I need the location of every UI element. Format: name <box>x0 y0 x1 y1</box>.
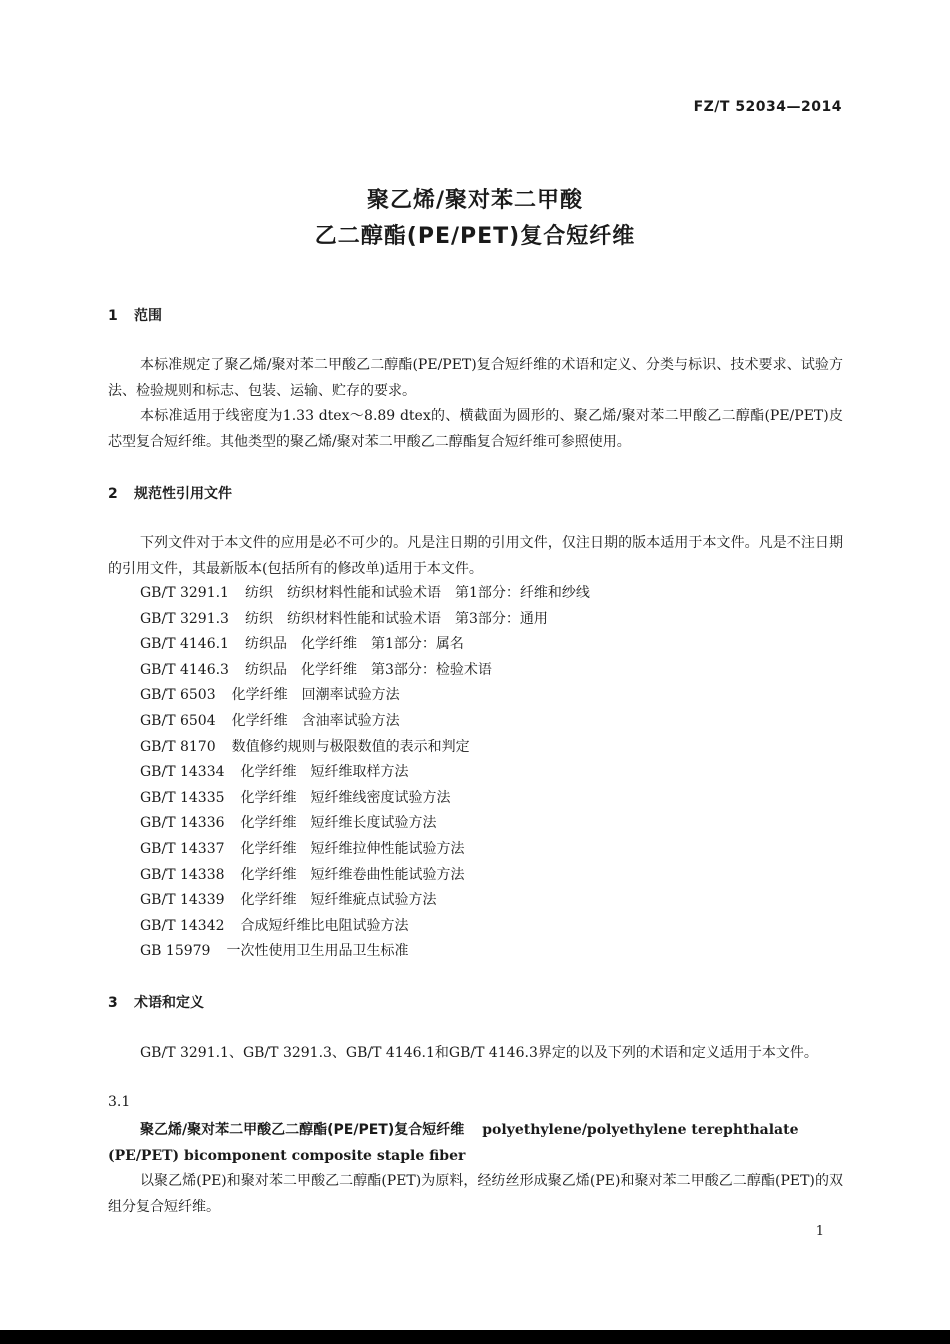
section-1-paragraph-1: 本标准规定了聚乙烯/聚对苯二甲酸乙二醇酯(PE/PET)复合短纤维的术语和定义、分类与标识、技术要求、试验方法、检验规则和标志、包装、运输、贮存的要求。 <box>108 357 843 399</box>
reference-code: GB/T 4146.3 <box>140 661 229 678</box>
reference-title: 纺织品 化学纤维 第3部分：检验术语 <box>244 661 492 678</box>
reference-title: 纺织 纺织材料性能和试验术语 第3部分：通用 <box>244 610 548 627</box>
reference-code: GB/T 6503 <box>140 687 216 704</box>
reference-title: 一次性使用卫生用品卫生标准 <box>226 943 409 960</box>
reference-code: GB/T 14338 <box>140 866 225 883</box>
reference-code: GB/T 3291.3 <box>140 610 229 627</box>
reference-title: 化学纤维 短纤维卷曲性能试验方法 <box>240 866 465 883</box>
clause-number: 3.1 <box>108 1094 131 1110</box>
reference-item <box>140 760 590 786</box>
reference-item <box>140 837 590 863</box>
document-title-line-2: 乙二醇酯(PE/PET)复合短纤维 <box>314 224 636 249</box>
reference-code: GB/T 3291.1 <box>140 585 229 601</box>
term-entry <box>108 1117 843 1169</box>
section-2-heading <box>108 483 232 503</box>
reference-item <box>140 863 590 889</box>
bottom-border <box>0 1330 950 1344</box>
reference-item <box>140 914 590 940</box>
page-number: 1 <box>815 1224 824 1239</box>
reference-code: GB 15979 <box>140 943 211 960</box>
reference-item <box>140 683 590 709</box>
reference-item <box>140 888 590 914</box>
reference-item <box>140 632 590 658</box>
reference-code: GB/T 14342 <box>140 917 225 934</box>
section-1-heading <box>108 305 162 325</box>
reference-code: GB/T 8170 <box>140 738 216 755</box>
reference-item <box>140 735 590 761</box>
section-number: 3 <box>108 995 118 1011</box>
reference-item <box>140 811 590 837</box>
reference-item <box>140 581 590 607</box>
reference-item <box>140 607 590 633</box>
term-chinese: 聚乙烯/聚对苯二甲酸乙二醇酯(PE/PET)复合短纤维 <box>140 1122 465 1138</box>
reference-title: 合成短纤维比电阻试验方法 <box>240 917 409 934</box>
reference-code: GB/T 14334 <box>140 764 225 781</box>
reference-item <box>140 709 590 735</box>
term-english: polyethylene/polyethylene terephthalate (PE/PET) bicomponent composite staple fiber <box>108 1122 799 1164</box>
standard-code: FZ/T 52034—2014 <box>693 99 842 115</box>
term-definition: 以聚乙烯(PE)和聚对苯二甲酸乙二醇酯(PET)为原料，经纺丝形成聚乙烯(PE)和聚对苯二甲酸乙二醇酯(PET)的双组分复合短纤维。 <box>108 1173 843 1215</box>
section-number: 1 <box>108 308 118 324</box>
normative-references-list <box>140 581 590 965</box>
reference-title: 化学纤维 短纤维拉伸性能试验方法 <box>240 840 465 857</box>
section-3-intro: GB/T 3291.1、GB/T 3291.3、GB/T 4146.1和GB/T 4146.3界定的以及下列的术语和定义适用于本文件。 <box>140 1045 818 1061</box>
reference-item <box>140 786 590 812</box>
section-number: 2 <box>108 486 118 502</box>
reference-title: 数值修约规则与极限数值的表示和判定 <box>231 738 470 755</box>
reference-title: 化学纤维 含油率试验方法 <box>231 712 400 729</box>
reference-title: 纺织 纺织材料性能和试验术语 第1部分：纤维和纱线 <box>244 585 590 601</box>
reference-code: GB/T 14336 <box>140 815 225 832</box>
section-title: 范围 <box>134 308 162 324</box>
reference-title: 化学纤维 短纤维线密度试验方法 <box>240 789 451 806</box>
section-2-intro: 下列文件对于本文件的应用是必不可少的。凡是注日期的引用文件，仅注日期的版本适用于本文件。凡是不注日期的引用文件，其最新版本(包括所有的修改单)适用于本文件。 <box>108 535 843 577</box>
reference-item <box>140 939 590 965</box>
reference-code: GB/T 14335 <box>140 789 225 806</box>
section-title: 规范性引用文件 <box>134 486 232 502</box>
reference-code: GB/T 4146.1 <box>140 636 229 653</box>
reference-item <box>140 658 590 684</box>
section-title: 术语和定义 <box>134 995 204 1011</box>
section-3-heading <box>108 992 204 1012</box>
reference-title: 化学纤维 短纤维取样方法 <box>240 764 409 781</box>
reference-title: 化学纤维 回潮率试验方法 <box>231 687 400 704</box>
reference-title: 化学纤维 短纤维长度试验方法 <box>240 815 437 832</box>
reference-title: 化学纤维 短纤维疵点试验方法 <box>240 892 437 909</box>
section-1-paragraph-2: 本标准适用于线密度为1.33 dtex～8.89 dtex的、横截面为圆形的、聚乙烯/聚对苯二甲酸乙二醇酯(PE/PET)皮芯型复合短纤维。其他类型的聚乙烯/聚对苯二甲酸乙二醇酯复合短纤维可参照使用。 <box>108 408 843 450</box>
document-title-line-1: 聚乙烯/聚对苯二甲酸 <box>366 188 584 213</box>
reference-code: GB/T 6504 <box>140 712 216 729</box>
reference-code: GB/T 14339 <box>140 892 225 909</box>
reference-title: 纺织品 化学纤维 第1部分：属名 <box>244 636 464 653</box>
reference-code: GB/T 14337 <box>140 840 225 857</box>
